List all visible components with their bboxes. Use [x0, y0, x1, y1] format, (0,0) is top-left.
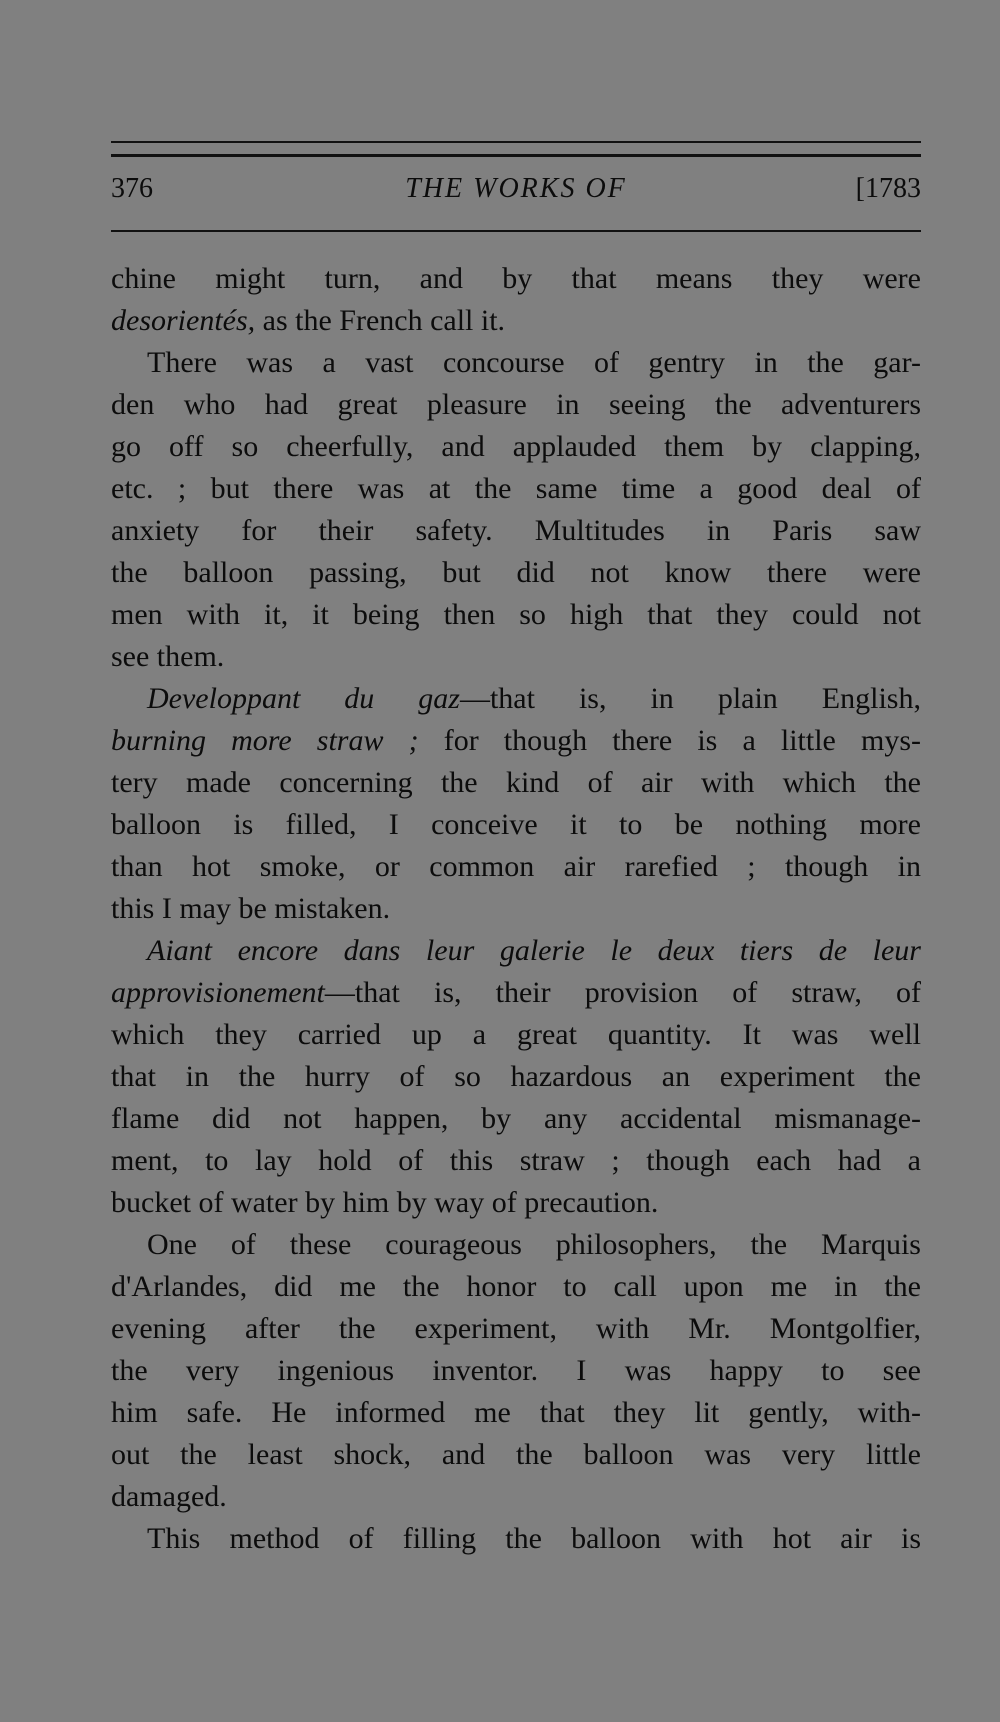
text-line [111, 300, 921, 342]
text-line: than hot smoke, or common air rarefied ; though in [111, 850, 921, 883]
text-line: etc. ; but there was at the same time a good deal of [111, 472, 921, 505]
text-line: One of these courageous philosophers, the Marquis [147, 1228, 921, 1261]
header-year: [1783 [855, 173, 921, 204]
text-run: as the French call it. [255, 304, 506, 337]
text-line: this I may be mistaken. [111, 892, 391, 925]
text-line: evening after the experiment, with Mr. Montgolfier, [111, 1312, 921, 1345]
text-line: that in the hurry of so hazardous an experiment the [111, 1060, 921, 1093]
text-line: d'Arlandes, did me the honor to call upon me in the [111, 1270, 921, 1303]
text-line: men with it, it being then so high that they could not [111, 598, 921, 631]
text-run: —that is, their provision of straw, of [324, 976, 921, 1009]
text-line: den who had great pleasure in seeing the adventurers [111, 388, 921, 421]
text-line: go off so cheerfully, and applauded them by clapping, [111, 430, 921, 463]
text-line [111, 972, 921, 1014]
header-rule [111, 230, 921, 232]
body-text [111, 258, 921, 1560]
italic-phrase: burning more straw ; [111, 724, 419, 757]
text-run: —that is, in plain English, [459, 682, 921, 715]
text-line: balloon is filled, I conceive it to be nothing more [111, 808, 921, 841]
text-line: see them. [111, 640, 225, 673]
text-line: damaged. [111, 1480, 227, 1513]
text-line: the balloon passing, but did not know there were [111, 556, 921, 589]
text-line: anxiety for their safety. Multitudes in Paris saw [111, 514, 921, 547]
italic-phrase: approvisionement [111, 976, 325, 1009]
text-line: chine might turn, and by that means they were [111, 262, 921, 295]
text-line [111, 720, 921, 762]
text-line: ment, to lay hold of this straw ; though each had a [111, 1144, 921, 1177]
text-line: This method of filling the balloon with hot air is [147, 1522, 921, 1555]
italic-phrase: desorientés, [111, 304, 256, 337]
text-run: for though there is a little mys- [418, 724, 921, 757]
text-line: out the least shock, and the balloon was very little [111, 1438, 921, 1471]
italic-phrase: Developpant du gaz [147, 682, 460, 715]
text-line: flame did not happen, by any accidental mismanage- [111, 1102, 921, 1135]
text-line: There was a vast concourse of gentry in the gar- [147, 346, 921, 379]
top-rule-thick [111, 154, 921, 157]
text-line: the very ingenious inventor. I was happy to see [111, 1354, 921, 1387]
text-line: him safe. He informed me that they lit gently, with- [111, 1396, 921, 1429]
text-line [111, 930, 921, 972]
page-header [111, 173, 921, 213]
text-line: which they carried up a great quantity. It was well [111, 1018, 921, 1051]
italic-phrase: Aiant encore dans leur galerie le deux tiers de leur [147, 934, 921, 967]
page-number: 376 [111, 173, 153, 204]
top-rule-thin [111, 141, 921, 143]
text-line: tery made concerning the kind of air with which the [111, 766, 921, 799]
running-title: THE WORKS OF [405, 173, 627, 204]
text-line [111, 678, 921, 720]
text-line: bucket of water by him by way of precaution. [111, 1186, 659, 1219]
